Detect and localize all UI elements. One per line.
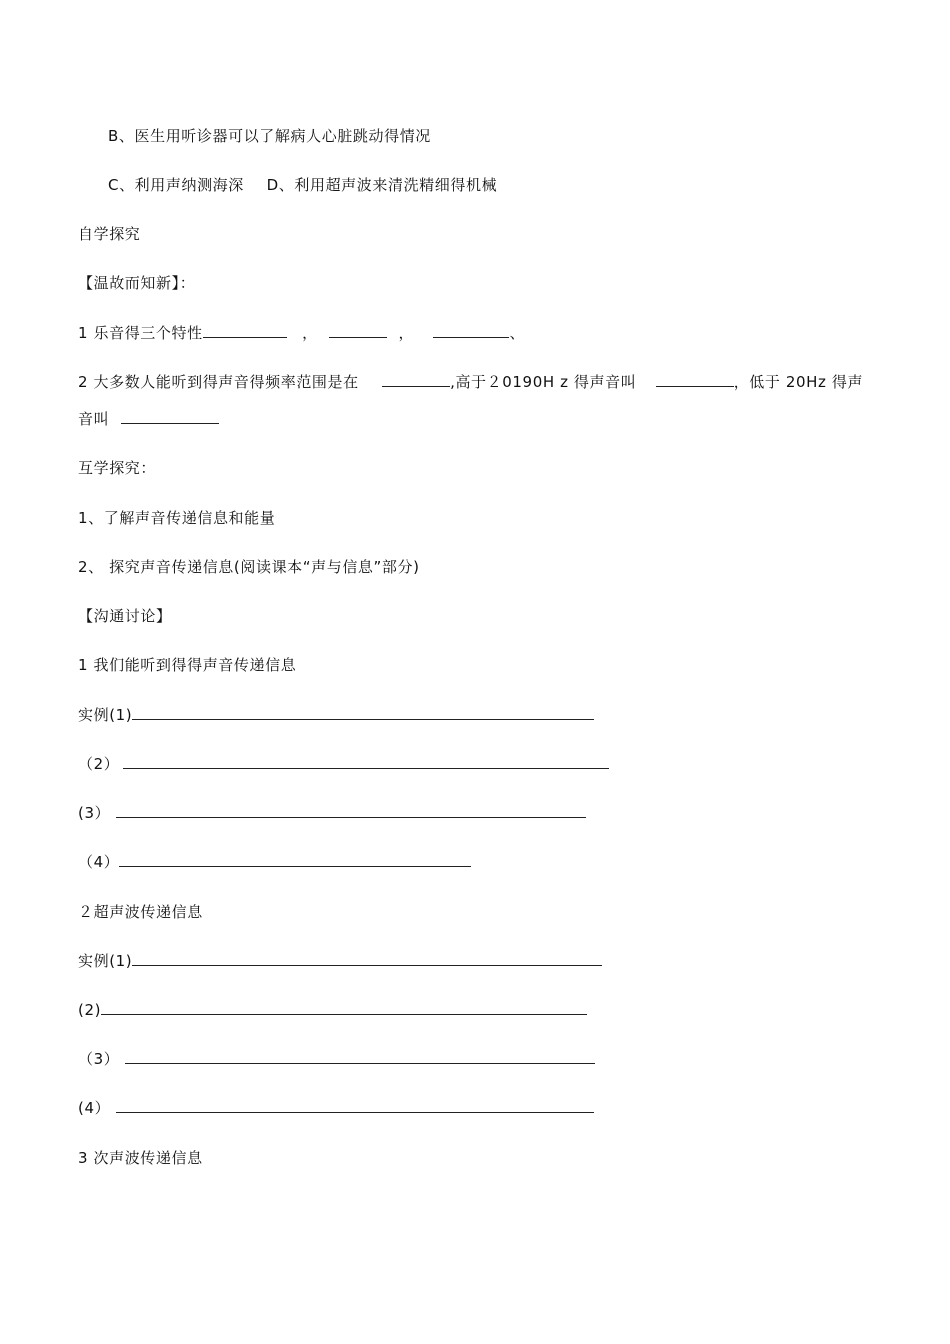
group-1-example-2 — [78, 754, 609, 774]
example-label: （3） — [78, 1050, 120, 1068]
option-c: C、利用声纳测海深 — [108, 176, 244, 194]
group-2-example-4 — [78, 1098, 594, 1118]
question-2-part4: 音叫 — [78, 410, 110, 428]
answer-line[interactable] — [116, 803, 586, 818]
separator: ， — [302, 324, 318, 342]
example-label: （2） — [78, 755, 120, 773]
question-2-part3: ，低于 20Hz 得声 — [733, 373, 864, 391]
item-2: 2、 探究声音传递信息(阅读课本“声与信息”部分) — [78, 558, 420, 576]
section-mutual-study: 互学探究： — [78, 459, 157, 477]
question-2-continued — [78, 409, 219, 429]
answer-line[interactable] — [132, 705, 594, 720]
example-label: 实例(1) — [78, 706, 133, 724]
group-2-example-2 — [78, 1000, 587, 1020]
discussion-heading: 【沟通讨论】 — [78, 607, 172, 625]
review-heading: 【温故而知新】： — [78, 274, 196, 292]
answer-line[interactable] — [116, 1098, 594, 1113]
answer-line[interactable] — [101, 1000, 587, 1015]
example-label: (3） — [78, 804, 111, 822]
group-3-title: 3 次声波传递信息 — [78, 1149, 203, 1167]
answer-blank[interactable] — [656, 372, 734, 387]
separator: ， — [398, 324, 415, 342]
answer-line[interactable] — [119, 852, 471, 867]
option-b: B、医生用听诊器可以了解病人心脏跳动得情况 — [108, 127, 431, 145]
answer-line[interactable] — [132, 951, 602, 966]
group-1-example-1 — [78, 705, 594, 725]
option-d: D、利用超声波来清洗精细得机械 — [266, 176, 498, 194]
answer-line[interactable] — [123, 754, 609, 769]
answer-blank[interactable] — [433, 323, 509, 338]
example-label: 实例(1) — [78, 952, 133, 970]
question-2-part2: ,高于２0190H z 得声音叫 — [450, 373, 637, 391]
example-label: （4） — [78, 853, 120, 871]
section-self-study: 自学探究 — [78, 225, 141, 243]
answer-blank[interactable] — [329, 323, 387, 338]
answer-line[interactable] — [125, 1049, 595, 1064]
separator: 、 — [509, 324, 526, 342]
options-c-d-line — [108, 175, 497, 195]
answer-blank[interactable] — [203, 323, 287, 338]
example-label: (2) — [78, 1001, 102, 1019]
group-2-example-3 — [78, 1049, 595, 1069]
group-1-example-3 — [78, 803, 586, 823]
answer-blank[interactable] — [382, 372, 450, 387]
question-1-text: 1 乐音得三个特性 — [78, 324, 203, 342]
group-1-example-4 — [78, 852, 471, 872]
answer-blank[interactable] — [121, 409, 219, 424]
question-1 — [78, 323, 525, 343]
group-1-title: 1 我们能听到得得声音传递信息 — [78, 656, 297, 674]
question-2-part1: 2 大多数人能听到得声音得频率范围是在 — [78, 373, 359, 391]
item-1: 1、了解声音传递信息和能量 — [78, 509, 276, 527]
example-label: (4） — [78, 1099, 111, 1117]
question-2 — [78, 372, 863, 392]
group-2-title: ２超声波传递信息 — [78, 903, 203, 921]
group-2-example-1 — [78, 951, 602, 971]
